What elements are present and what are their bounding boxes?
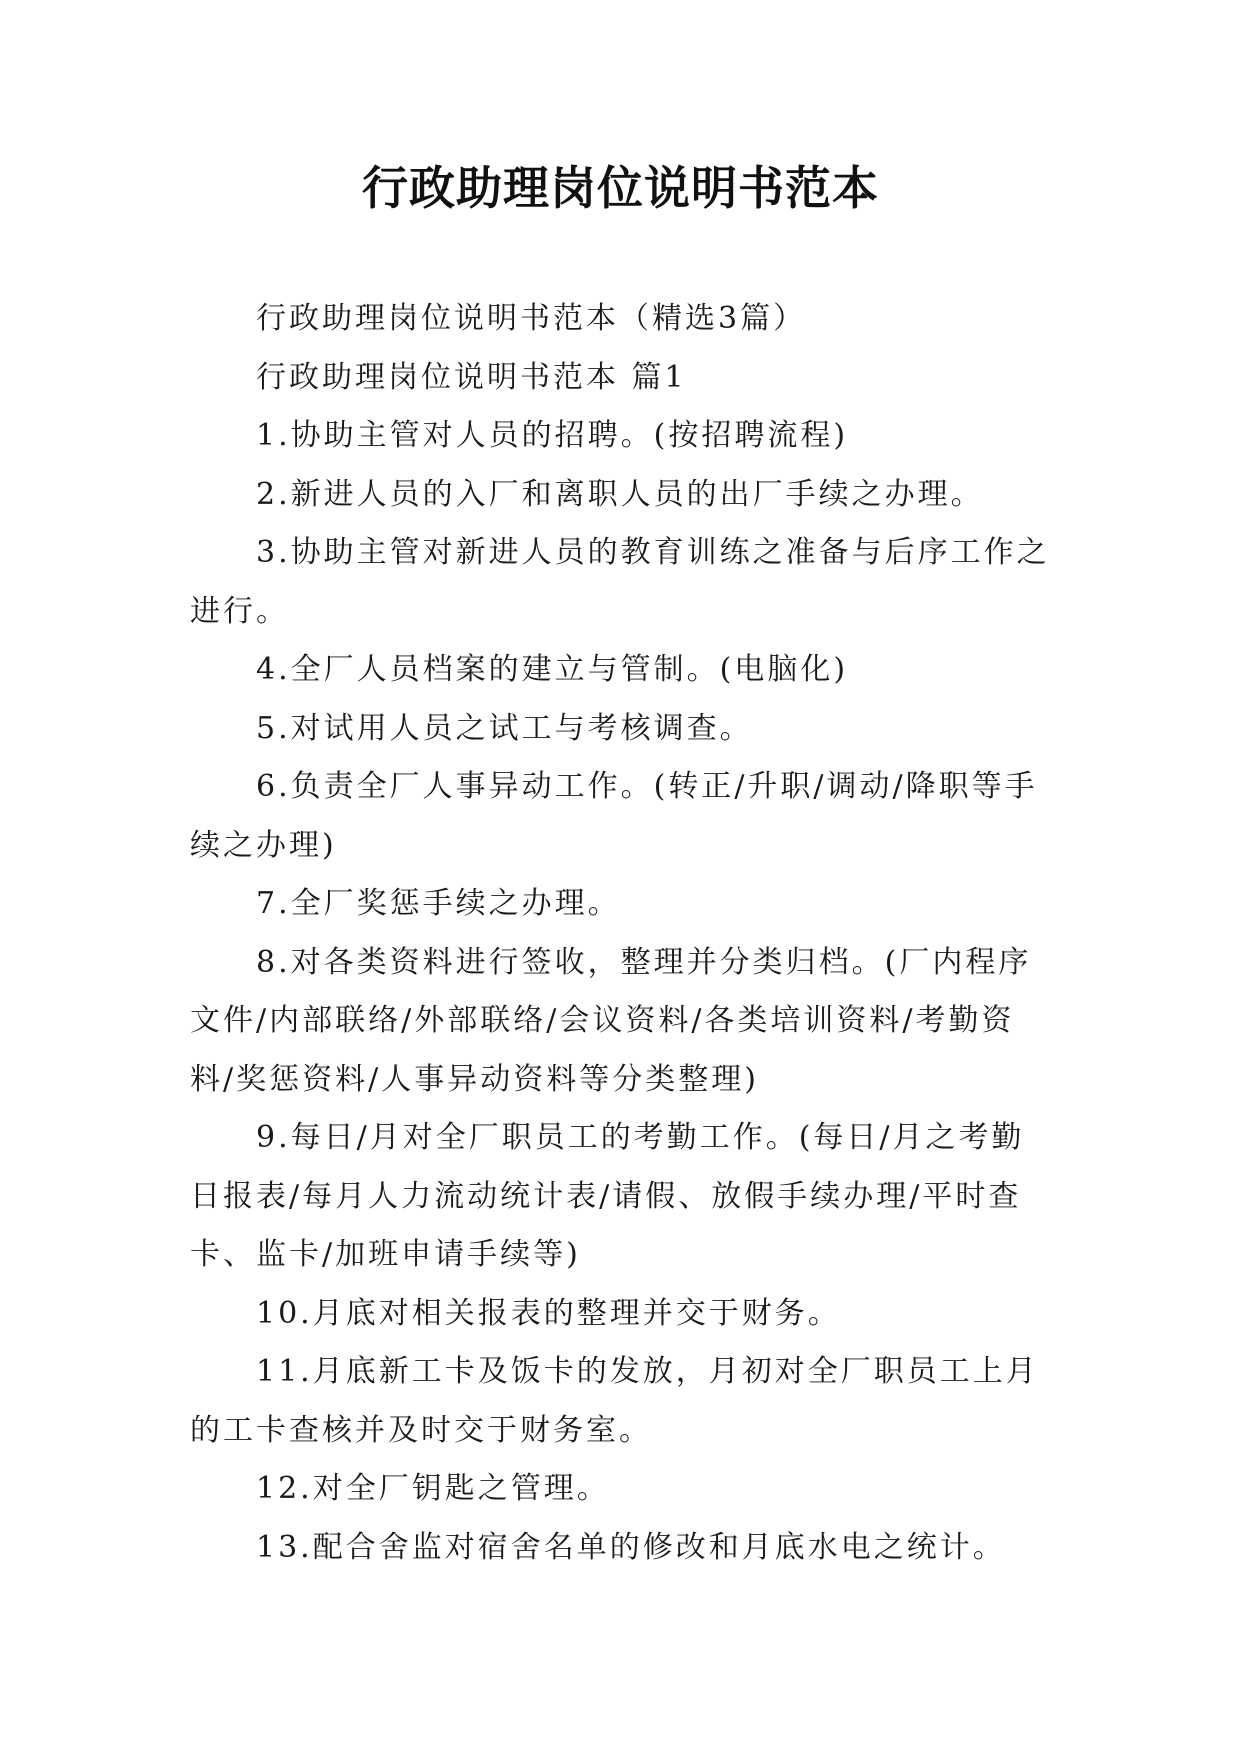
list-item: 2.新进人员的入厂和离职人员的出厂手续之办理。 [256, 476, 984, 512]
list-item: 7.全厂奖惩手续之办理。 [256, 886, 621, 921]
list-item: 11.月底新工卡及饭卡的发放，月初对全厂职员工上月的工卡查核并及时交于财务室。 [190, 1354, 1039, 1448]
list-item: 13.配合舍监对宿舍名单的修改和月底水电之统计。 [256, 1529, 1006, 1565]
list-item: 4.全厂人员档案的建立与管制。(电脑化) [256, 652, 849, 687]
document-body [190, 290, 1050, 1577]
paragraph-section-heading: 行政助理岗位说明书范本 篇1 [256, 359, 687, 395]
list-item: 5.对试用人员之试工与考核调查。 [256, 710, 753, 746]
list-item: 8.对各类资料进行签收，整理并分类归档。(厂内程序文件/内部联络/外部联络/会议资料/各类培训资料/考勤资料/奖惩资料/人事异动资料等分类整理) [190, 944, 1032, 1097]
list-item: 6.负责全厂人事异动工作。(转正/升职/调动/降职等手续之办理) [190, 769, 1038, 863]
list-item: 1.协助主管对人员的招聘。(按招聘流程) [256, 418, 849, 453]
list-item: 3.协助主管对新进人员的教育训练之准备与后序工作之进行。 [190, 535, 1050, 629]
list-item: 10.月底对相关报表的整理并交于财务。 [256, 1295, 841, 1331]
paragraph-intro: 行政助理岗位说明书范本（精选3篇） [256, 301, 807, 336]
document-title: 行政助理岗位说明书范本 [362, 161, 879, 215]
list-item: 12.对全厂钥匙之管理。 [256, 1471, 610, 1506]
list-item: 9.每日/月对全厂职员工的考勤工作。(每日/月之考勤日报表/每月人力流动统计表/请假、放假手续办理/平时查卡、监卡/加班申请手续等) [190, 1120, 1025, 1272]
